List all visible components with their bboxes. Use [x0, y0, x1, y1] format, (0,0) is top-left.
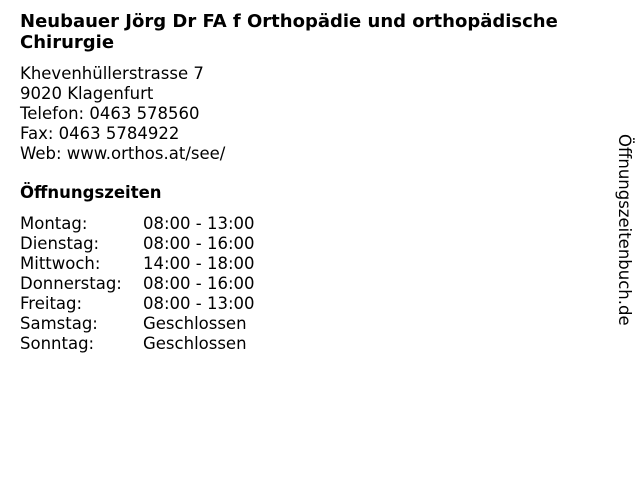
website: Web: www.orthos.at/see/ — [20, 144, 226, 163]
city: 9020 Klagenfurt — [20, 84, 154, 103]
day-label: Dienstag: — [20, 234, 100, 253]
hours-row-tuesday — [20, 234, 255, 254]
hours-row-friday — [20, 294, 255, 314]
hours-row-thursday — [20, 274, 255, 294]
day-label: Sonntag: — [20, 334, 95, 353]
hours-row-wednesday — [20, 254, 255, 274]
day-label: Donnerstag: — [20, 274, 122, 293]
hours-value: 08:00 - 13:00 — [143, 294, 255, 313]
phone-number: Telefon: 0463 578560 — [20, 104, 200, 123]
day-label: Montag: — [20, 214, 88, 233]
business-name: Neubauer Jörg Dr FA f Orthopädie und orthopädische Chirurgie — [20, 11, 558, 53]
day-label: Mittwoch: — [20, 254, 101, 273]
hours-row-monday — [20, 214, 255, 234]
hours-value: Geschlossen — [143, 334, 247, 353]
hours-value: 08:00 - 16:00 — [143, 234, 255, 253]
street-address: Khevenhüllerstrasse 7 — [20, 64, 204, 83]
hours-row-saturday — [20, 314, 255, 334]
day-label: Freitag: — [20, 294, 83, 313]
hours-value: 14:00 - 18:00 — [143, 254, 255, 273]
opening-hours-heading: Öffnungszeiten — [20, 183, 162, 202]
contact-block — [20, 64, 225, 164]
site-watermark: Öffnungszeitenbuch.de — [615, 134, 634, 326]
day-label: Samstag: — [20, 314, 98, 333]
hours-row-sunday — [20, 334, 255, 354]
hours-value: 08:00 - 16:00 — [143, 274, 255, 293]
fax-number: Fax: 0463 5784922 — [20, 124, 180, 143]
hours-value: Geschlossen — [143, 314, 247, 333]
opening-hours-table — [20, 214, 255, 354]
hours-value: 08:00 - 13:00 — [143, 214, 255, 233]
